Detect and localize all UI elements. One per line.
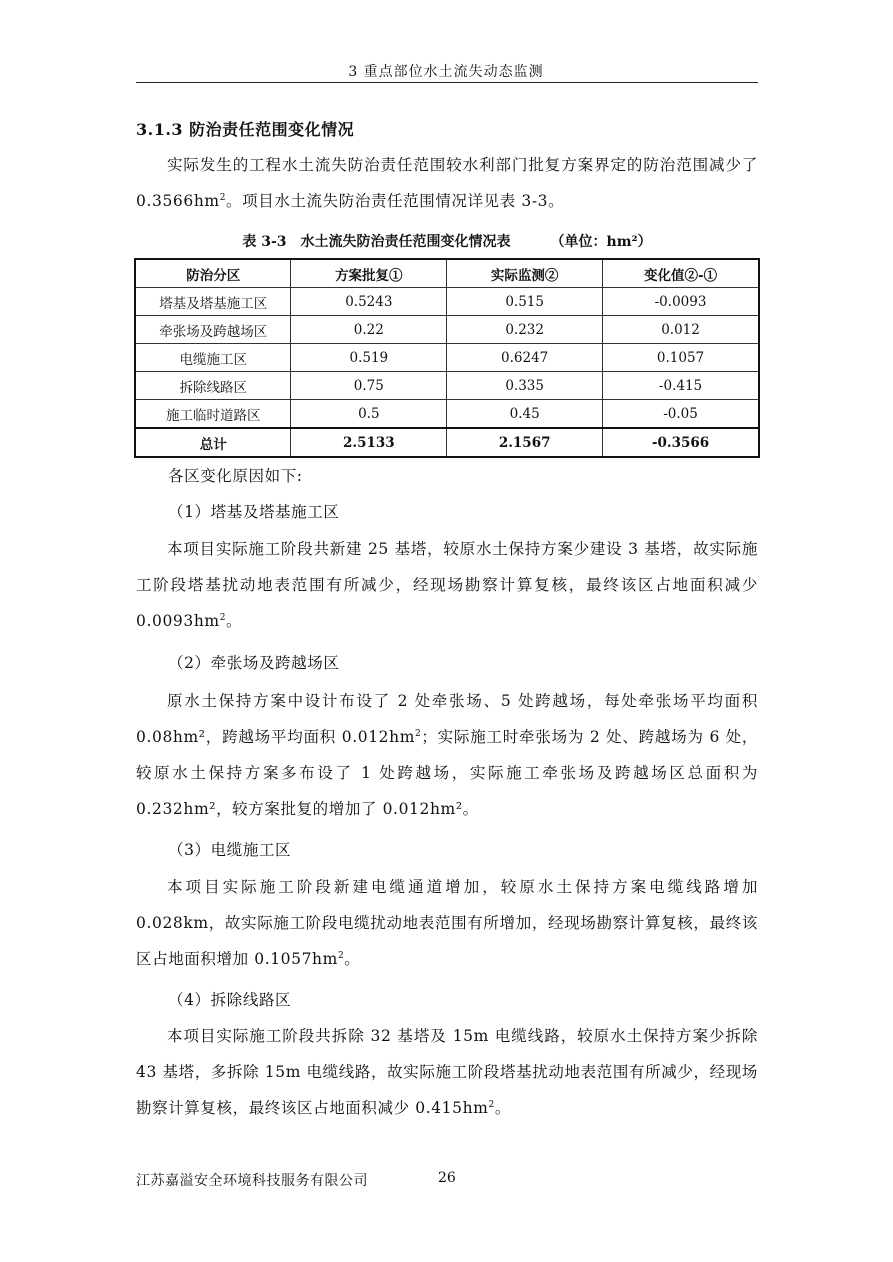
table-cell: 0.232: [447, 316, 603, 344]
item-text-end: 。: [494, 1099, 511, 1117]
table-cell: -0.0093: [603, 288, 759, 316]
table-cell: 0.5243: [291, 288, 447, 316]
item-paragraph: [136, 869, 758, 977]
table-cell: -0.415: [603, 372, 759, 400]
header-divider: [136, 82, 758, 83]
item-text: 本项目实际施工阶段共新建 25 基塔，较原水土保持方案少建设 3 基塔，故实际施工阶段塔基扰动地表范围有所减少，经现场勘察计算复核，最终该区占地面积减少 0.0093hm: [136, 540, 758, 630]
item-heading: （2）牵张场及跨越场区: [168, 654, 340, 672]
intro-paragraph: [136, 147, 758, 219]
item-text: 原水土保持方案中设计布设了 2 处牵张场、5 处跨越场，每处牵张场平均面积 0.08hm²，跨越场平均面积 0.012hm: [136, 692, 758, 746]
responsibility-table: [134, 258, 760, 458]
section-title: 3.1.3 防治责任范围变化情况: [136, 120, 355, 139]
table-row: [135, 344, 759, 372]
item-paragraph: [136, 683, 758, 827]
table-header-cell: 方案批复①: [291, 259, 447, 288]
table-row: [135, 400, 759, 429]
table-total-cell: 总计: [135, 428, 291, 457]
table-total-row: [135, 428, 759, 457]
item-text-end: 。: [344, 950, 361, 968]
page-header: 3 重点部位水土流失动态监测: [348, 64, 544, 80]
item-heading: （3）电缆施工区: [168, 841, 292, 859]
table-header-cell: 实际监测②: [447, 259, 603, 288]
item-sup: 2: [415, 728, 422, 739]
table-cell: 塔基及塔基施工区: [135, 288, 291, 316]
footer-company: 江苏嘉溢安全环境科技服务有限公司: [136, 1173, 368, 1189]
item-heading: （1）塔基及塔基施工区: [168, 503, 340, 521]
table-header-cell: 防治分区: [135, 259, 291, 288]
table-cell: 0.6247: [447, 344, 603, 372]
table-cell: 0.22: [291, 316, 447, 344]
item-text: 本项目实际施工阶段共拆除 32 基塔及 15m 电缆线路，较原水土保持方案少拆除 43 基塔，多拆除 15m 电缆线路，故实际施工阶段塔基扰动地表范围有所减少，经现场勘察计算复核，最终该区占地面积减少 0.415hm: [136, 1027, 758, 1117]
table-caption: [136, 231, 758, 251]
table-cell: 0.5: [291, 400, 447, 429]
table-cell: 0.1057: [603, 344, 759, 372]
table-cell: 0.012: [603, 316, 759, 344]
intro-text-end: 。项目水土流失防治责任范围情况详见表 3-3。: [226, 192, 565, 210]
item-paragraph: [136, 531, 758, 639]
table-cell: 0.75: [291, 372, 447, 400]
table-cell: 拆除线路区: [135, 372, 291, 400]
item-text-end: 。: [226, 612, 243, 630]
table-header-cell: 变化值②-①: [603, 259, 759, 288]
item-text: 本项目实际施工阶段新建电缆通道增加，较原水土保持方案电缆线路增加 0.028km，故实际施工阶段电缆扰动地表范围有所增加，经现场勘察计算复核，最终该区占地面积增加 0.1057hm: [136, 878, 758, 968]
table-total-cell: 2.5133: [291, 428, 447, 457]
table-total-cell: -0.3566: [603, 428, 759, 457]
item-sup: 2: [219, 612, 227, 623]
item-sup: 2: [488, 1099, 495, 1110]
table-cell: 施工临时道路区: [135, 400, 291, 429]
table-row: [135, 372, 759, 400]
table-cell: -0.05: [603, 400, 759, 429]
table-cell: 0.515: [447, 288, 603, 316]
table-row: [135, 288, 759, 316]
intro-text: 实际发生的工程水土流失防治责任范围较水利部门批复方案界定的防治范围减少了 0.3566hm: [136, 156, 758, 210]
item-sup: 2: [337, 950, 345, 961]
table-caption-unit: （单位：hm²）: [550, 234, 652, 250]
table-header-row: [135, 259, 759, 288]
item-paragraph: [136, 1018, 758, 1126]
table-total-cell: 2.1567: [447, 428, 603, 457]
page-number: 26: [438, 1170, 456, 1186]
item-text-end: ；实际施工时牵张场为 2 处、跨越场为 6 处，较原水土保持方案多布设了 1 处跨越场，实际施工牵张场及跨越场区总面积为 0.232hm²，较方案批复的增加了 0.012hm²。: [136, 728, 758, 818]
intro-sup: 2: [219, 192, 227, 203]
table-cell: 0.519: [291, 344, 447, 372]
table-cell: 0.45: [447, 400, 603, 429]
table-caption-title: 表 3-3 水土流失防治责任范围变化情况表: [242, 234, 511, 250]
table-row: [135, 316, 759, 344]
item-heading: （4）拆除线路区: [168, 991, 292, 1009]
table-cell: 电缆施工区: [135, 344, 291, 372]
table-cell: 0.335: [447, 372, 603, 400]
reasons-intro: 各区变化原因如下:: [168, 467, 303, 485]
table-cell: 牵张场及跨越场区: [135, 316, 291, 344]
